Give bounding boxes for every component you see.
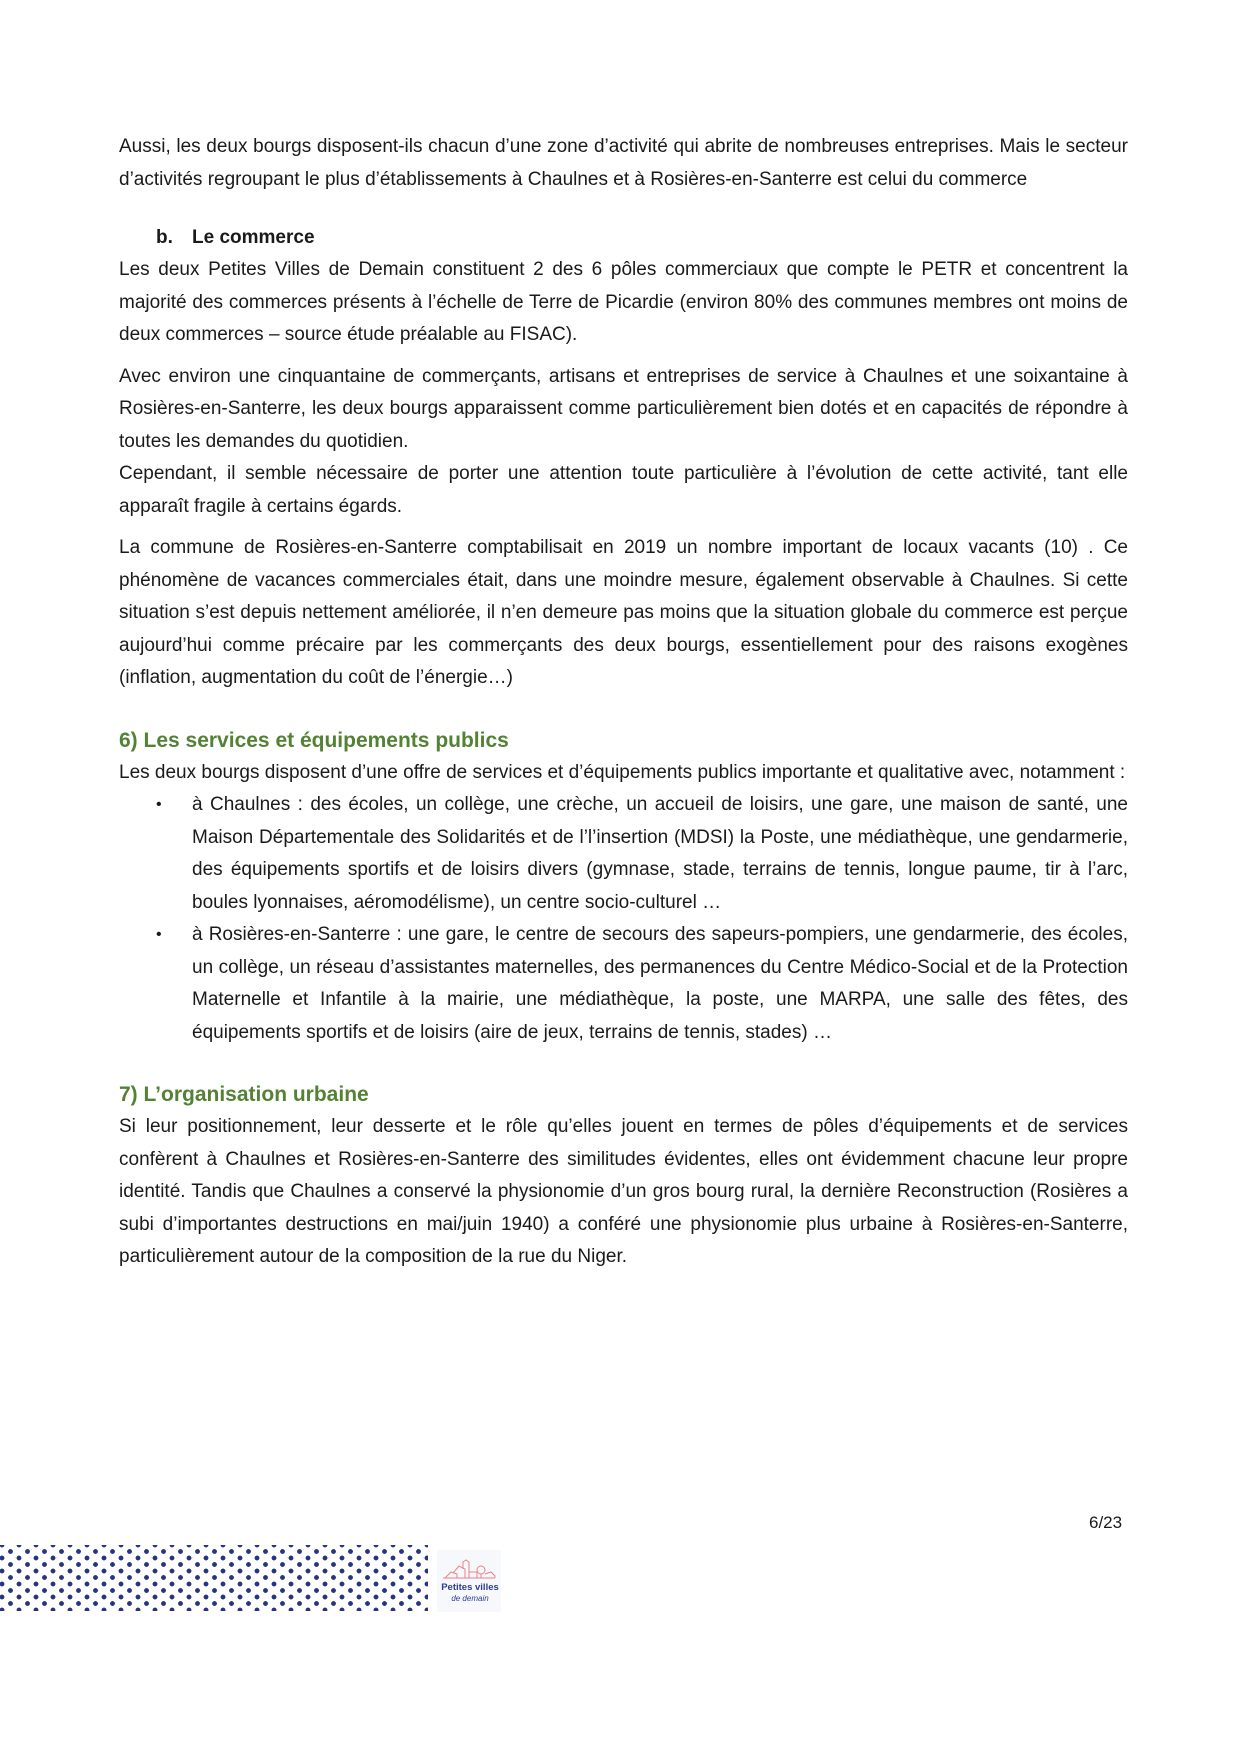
petites-villes-de-demain-logo	[437, 1550, 501, 1612]
intro-paragraph: Aussi, les deux bourgs disposent-ils chacun d’une zone d’activité qui abrite de nombreuses entreprises. Mais le secteur d’activités regroupant le plus d’établissements à Chaulnes et à Rosières-en-Santerre est celui du commerce	[119, 136, 1128, 190]
services-bullet-list	[119, 789, 1128, 1049]
section-heading-services: 6) Les services et équipements publics	[119, 728, 509, 752]
subsection-letter: b.	[156, 227, 173, 248]
logo-line-2: de demain	[451, 1594, 489, 1603]
page-number: 6/23	[1089, 1513, 1123, 1532]
commerce-paragraph-3: Cependant, il semble nécessaire de porter une attention toute particulière à l’évolution de cette activité, tant elle apparaît fragile à certains égards.	[119, 463, 1128, 517]
section-heading-urban: 7) L’organisation urbaine	[119, 1083, 369, 1106]
logo-line-1: Petites villes	[441, 1582, 499, 1593]
commerce-paragraph-1: Les deux Petites Villes de Demain constituent 2 des 6 pôles commerciaux que compte le PETR et concentrent la majorité des commerces présents à l’échelle de Terre de Picardie (environ 80% des communes membres ont moins de deux commerces – source étude préalable au FISAC).	[119, 259, 1128, 345]
list-item	[119, 919, 1128, 1049]
village-skyline-icon	[441, 1554, 497, 1582]
commerce-paragraph-4: La commune de Rosières-en-Santerre comptabilisait en 2019 un nombre important de locaux vacants (10) . Ce phénomène de vacances commerciales était, dans une moindre mesure, également observable à Chaulnes. Si cette situation s’est depuis nettement améliorée, il n’en demeure pas moins que la situation globale du commerce est perçue aujourd’hui comme précaire par les commerçants des deux bourgs, essentiellement pour des raisons exogènes (inflation, augmentation du coût de l’énergie…)	[119, 537, 1128, 688]
bullet-icon: •	[156, 926, 162, 943]
list-item-text: à Chaulnes : des écoles, un collège, une crèche, un accueil de loisirs, une gare, une maison de santé, une Maison Départementale des Solidarités et de l’l’insertion (MDSI) la Poste, une médiathèque, une gendarmerie, des équipements sportifs et de loisirs divers (gymnase, stade, terrains de tennis, longue paume, tir à l’arc, boules lyonnaises, aéromodélisme), un centre socio-culturel …	[192, 794, 1128, 913]
list-item-text: à Rosières-en-Santerre : une gare, le centre de secours des sapeurs-pompiers, une gendarmerie, des écoles, un collège, un réseau d’assistantes maternelles, des permanences du Centre Médico-Social et de la Protection Maternelle et Infantile à la mairie, une médiathèque, la poste, une MARPA, une salle des fêtes, des équipements sportifs et de loisirs (aire de jeux, terrains de tennis, stades) …	[192, 924, 1128, 1043]
list-item	[119, 789, 1128, 919]
subsection-heading-commerce	[119, 222, 1128, 254]
subsection-title: Le commerce	[192, 227, 315, 248]
commerce-paragraph-2: Avec environ une cinquantaine de commerçants, artisans et entreprises de service à Chaulnes et une soixantaine à Rosières-en-Santerre, les deux bourgs apparaissent comme particulièrement bien dotés et en capacités de répondre à toutes les demandes du quotidien.	[119, 365, 1128, 452]
services-intro: Les deux bourgs disposent d’une offre de services et d’équipements publics importante et qualitative avec, notamment :	[119, 761, 1126, 783]
bullet-icon: •	[156, 796, 162, 813]
page-content	[119, 131, 1128, 1274]
dot-pattern-decoration	[0, 1545, 428, 1611]
urban-paragraph: Si leur positionnement, leur desserte et le rôle qu’elles jouent en termes de pôles d’équipements et de services confèrent à Chaulnes et Rosières-en-Santerre des similitudes évidentes, elles ont évidemment chacune leur propre identité. Tandis que Chaulnes a conservé la physionomie d’un gros bourg rural, la dernière Reconstruction (Rosières a subi d’importantes destructions en mai/juin 1940) a conféré une physionomie plus urbaine à Rosières-en-Santerre, particulièrement autour de la composition de la rue du Niger.	[119, 1116, 1128, 1267]
